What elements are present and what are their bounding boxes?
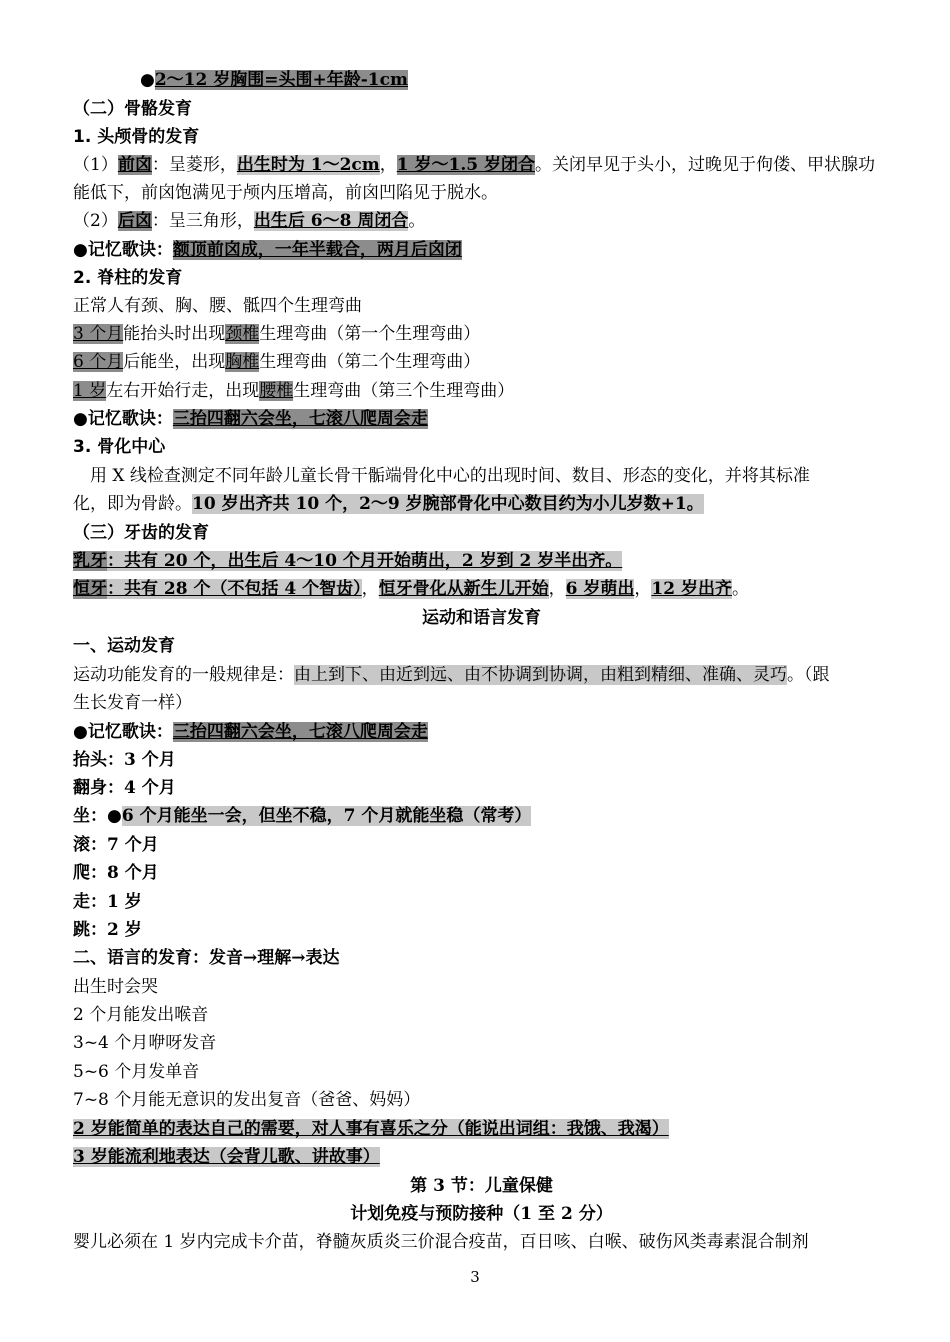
text: 后能坐，出现 xyxy=(123,352,226,372)
title-text: 第 3 节：儿童保健 xyxy=(410,1176,553,1196)
text: ：呈三角形， xyxy=(151,211,254,231)
page-number: 3 xyxy=(470,1268,480,1286)
mnemonic-line xyxy=(73,405,890,433)
subsection-heading xyxy=(73,123,890,151)
text: 正常人有颈、胸、腰、骶四个生理弯曲 xyxy=(73,296,362,316)
highlighted-text: 乳牙 xyxy=(73,551,107,571)
text: 滚：7 个月 xyxy=(73,835,159,855)
paragraph-line xyxy=(73,207,890,235)
text: ， xyxy=(379,155,397,175)
centered-title xyxy=(73,604,890,632)
highlighted-text: 三抬四翻六会坐，七滚八爬周会走 xyxy=(172,409,428,429)
milestone-line xyxy=(73,859,890,887)
text: ：呈菱形， xyxy=(151,155,237,175)
centered-title xyxy=(73,1172,890,1200)
highlighted-text: 颈椎 xyxy=(225,324,260,344)
text: 跳：2 岁 xyxy=(73,920,142,940)
text: 婴儿必须在 1 岁内完成卡介苗，脊髓灰质炎三价混合疫苗，百日咳、白喉、破伤风类毒素混合制剂 xyxy=(73,1232,809,1252)
highlighted-text: 后囟 xyxy=(117,211,152,231)
text: 5~6 个月发单音 xyxy=(73,1062,200,1082)
paragraph-line xyxy=(73,151,890,179)
text: （2） xyxy=(73,211,118,231)
milestone-line xyxy=(73,888,890,916)
text: 。（跟 xyxy=(787,665,830,685)
highlighted-text: 10 岁出齐共 10 个，2～9 岁腕部骨化中心数目约为小儿岁数+1。 xyxy=(192,494,704,514)
text: 运动功能发育的一般规律是： xyxy=(73,665,294,685)
paragraph-line xyxy=(73,348,890,376)
heading-text: （三）牙齿的发育 xyxy=(73,523,209,543)
milestone-line xyxy=(73,774,890,802)
text: 。 xyxy=(408,211,426,231)
text: ， xyxy=(634,579,652,599)
mnemonic-line xyxy=(73,236,890,264)
milestone-line xyxy=(73,802,890,830)
paragraph-line xyxy=(73,1058,890,1086)
text: 抬头：3 个月 xyxy=(73,750,176,770)
text: 3~4 个月咿呀发音 xyxy=(73,1033,217,1053)
paragraph-line xyxy=(73,377,890,405)
text: ， xyxy=(548,579,566,599)
highlighted-text: 3 个月 xyxy=(73,324,124,344)
highlighted-text: 6 岁萌出 xyxy=(565,579,635,599)
text: 用 X 线检查测定不同年龄儿童长骨干骺端骨化中心的出现时间、数目、形态的变化，并将其标准 xyxy=(90,466,810,486)
text: 7~8 个月能无意识的发出复音（爸爸、妈妈） xyxy=(73,1090,421,1110)
highlighted-text: 6 个月 xyxy=(73,352,124,372)
heading-text: 3. 骨化中心 xyxy=(73,437,166,457)
paragraph-line xyxy=(73,575,890,603)
centered-title xyxy=(73,1200,890,1228)
title-text: 运动和语言发育 xyxy=(422,608,541,628)
paragraph-line xyxy=(73,1001,890,1029)
milestone-line xyxy=(73,831,890,859)
heading-text: （二）骨骼发育 xyxy=(73,99,192,119)
paragraph-line xyxy=(73,547,890,575)
chest-circumference-line xyxy=(140,66,890,94)
section-heading xyxy=(73,519,890,547)
subsection-heading xyxy=(73,433,890,461)
paragraph-line xyxy=(73,1228,890,1256)
paragraph-line xyxy=(73,1115,890,1143)
milestone-line xyxy=(73,916,890,944)
highlighted-text: 2 岁能简单的表达自己的需要，对人事有喜乐之分（能说出词组：我饿、我渴） xyxy=(73,1119,669,1139)
text: 。 xyxy=(732,579,749,599)
text: 能抬头时出现 xyxy=(123,324,226,344)
section-heading xyxy=(73,632,890,660)
highlighted-text: 出生后 6～8 周闭合 xyxy=(253,211,409,231)
paragraph-line xyxy=(73,490,890,518)
heading-text: 2. 脊柱的发育 xyxy=(73,268,183,288)
paragraph-line xyxy=(73,661,890,689)
text: ， xyxy=(361,579,379,599)
mnemonic-line xyxy=(73,718,890,746)
paragraph-line xyxy=(73,292,890,320)
highlighted-text: 腰椎 xyxy=(259,381,294,401)
highlighted-text: 胸椎 xyxy=(225,352,260,372)
text: ●记忆歌诀： xyxy=(73,240,173,260)
title-text: 计划免疫与预防接种（1 至 2 分） xyxy=(350,1204,613,1224)
text: 坐：● xyxy=(73,806,122,826)
highlighted-text: 出生时为 1～2cm xyxy=(236,155,380,175)
highlighted-text: 三抬四翻六会坐，七滚八爬周会走 xyxy=(172,722,428,742)
text: （1） xyxy=(73,155,118,175)
text: 生理弯曲（第三个生理弯曲） xyxy=(293,381,515,401)
text: 生理弯曲（第二个生理弯曲） xyxy=(259,352,481,372)
text: 化，即为骨龄。 xyxy=(73,494,192,514)
section-heading xyxy=(73,944,890,972)
heading-text: 1. 头颅骨的发育 xyxy=(73,127,200,147)
text: 走：1 岁 xyxy=(73,892,142,912)
highlighted-text: 2～12 岁胸围=头围+年龄-1cm xyxy=(154,70,408,90)
text: ●记忆歌诀： xyxy=(73,409,173,429)
highlighted-text: 由上到下、由近到远、由不协调到协调，由粗到精细、准确、灵巧 xyxy=(294,665,787,685)
highlighted-text: 前囟 xyxy=(117,155,152,175)
highlighted-text: 1 岁～1.5 岁闭合 xyxy=(396,155,535,175)
paragraph-line xyxy=(73,1029,890,1057)
paragraph-line xyxy=(73,179,890,207)
text: 。关闭早见于头小，过晚见于佝偻、甲状腺功 xyxy=(535,155,875,175)
highlighted-text: 1 岁 xyxy=(73,381,107,401)
section-heading xyxy=(73,95,890,123)
paragraph-line xyxy=(73,1143,890,1171)
highlighted-text: 恒牙 xyxy=(73,579,107,599)
highlighted-text: 6 个月能坐一会，但坐不稳，7 个月就能坐稳（常考） xyxy=(121,806,532,826)
subsection-heading xyxy=(73,264,890,292)
bullet: ● xyxy=(140,70,155,90)
text: 爬：8 个月 xyxy=(73,863,159,883)
highlighted-text: 额顶前囟成，一年半载合，两月后囟闭 xyxy=(172,240,462,260)
highlighted-text: 12 岁出齐 xyxy=(651,579,732,599)
text: 左右开始行走，出现 xyxy=(106,381,260,401)
text: ●记忆歌诀： xyxy=(73,722,173,742)
paragraph-line xyxy=(73,973,890,1001)
paragraph-line xyxy=(73,689,890,717)
text: 生理弯曲（第一个生理弯曲） xyxy=(259,324,481,344)
paragraph-line xyxy=(90,462,890,490)
text: 生长发育一样） xyxy=(73,693,192,713)
highlighted-text: ：共有 28 个（不包括 4 个智齿） xyxy=(107,579,362,599)
text: 翻身：4 个月 xyxy=(73,778,176,798)
text: 能低下，前囟饱满见于颅内压增高，前囟凹陷见于脱水。 xyxy=(73,183,498,203)
milestone-line xyxy=(73,746,890,774)
paragraph-line xyxy=(73,320,890,348)
text: 出生时会哭 xyxy=(73,977,158,997)
highlighted-text: 3 岁能流利地表达（会背儿歌、讲故事） xyxy=(73,1147,380,1167)
text: 2 个月能发出喉音 xyxy=(73,1005,209,1025)
highlighted-text: ：共有 20 个，出生后 4～10 个月开始萌出，2 岁到 2 岁半出齐。 xyxy=(107,551,623,571)
heading-text: 一、运动发育 xyxy=(73,636,175,656)
heading-text: 二、语言的发育：发音→理解→表达 xyxy=(73,948,340,968)
paragraph-line xyxy=(73,1086,890,1114)
highlighted-text: 恒牙骨化从新生儿开始 xyxy=(378,579,549,599)
